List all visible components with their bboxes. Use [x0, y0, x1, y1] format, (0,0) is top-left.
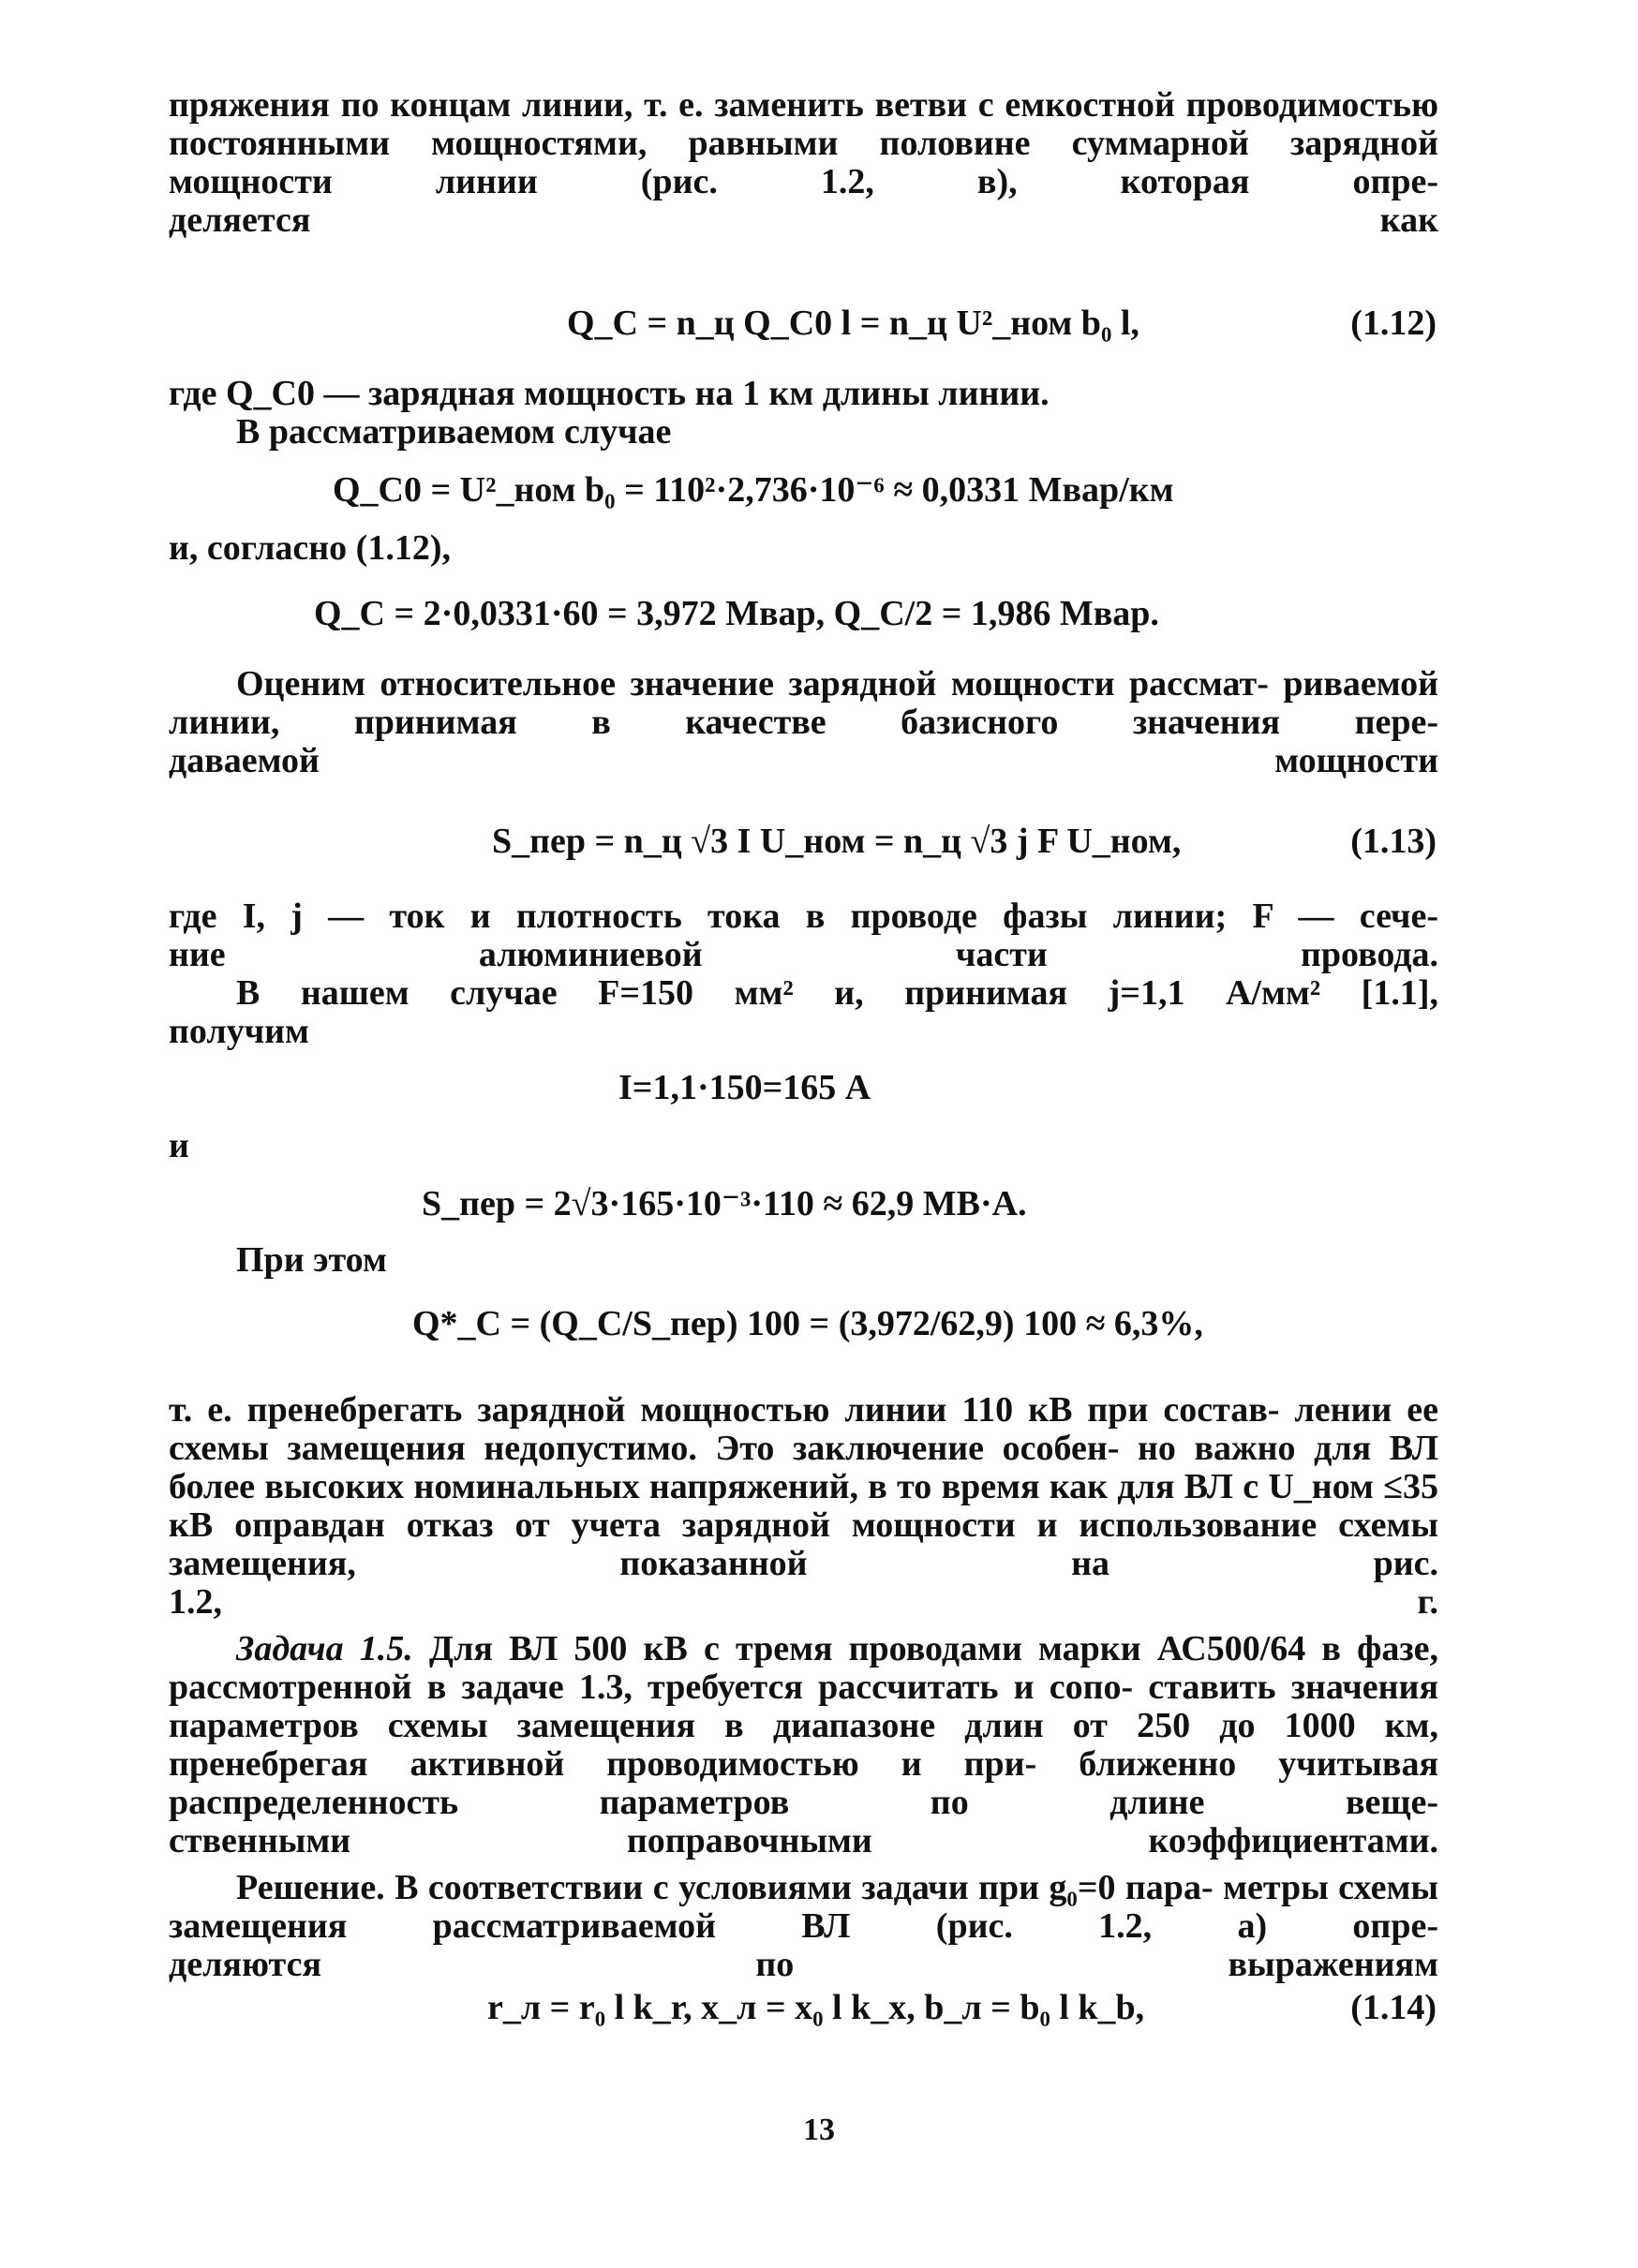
formula-1-13: S_пер = n_ц √3 I U_ном = n_ц √3 j F U_ном, [492, 822, 1182, 861]
formula-current: I=1,1·150=165 А [618, 1068, 871, 1107]
page-number: 13 [803, 2112, 835, 2147]
formula-1-12 [567, 302, 1139, 345]
equation-number-1-14: (1.14) [1350, 1988, 1437, 2027]
formula-power: S_пер = 2√3·165·10⁻³·110 ≈ 62,9 МВ·А. [422, 1184, 1027, 1223]
formula-qc: Q_C = 2·0,0331·60 = 3,972 Мвар, Q_C/2 = 1,986 Мвар. [314, 594, 1159, 633]
formula-relative: Q*_C = (Q_C/S_пер) 100 = (3,972/62,9) 100 ≈ 6,3%, [412, 1304, 1203, 1343]
formula-1-14: r_л = r₀ l k_r, x_л = x₀ l k_x, b_л = b₀ l k_b, [487, 1988, 1145, 2027]
task-heading: Задача 1.5. [236, 1629, 413, 1668]
equation-number-1-13: (1.13) [1350, 822, 1437, 861]
paragraph-4: и, согласно (1.12), [169, 528, 451, 568]
formula-qc0: Q_C0 = U²_ном b₀ = 110²·2,736·10⁻⁶ ≈ 0,0331 Мвар/км [333, 470, 1174, 510]
paragraph-3: В рассматриваемом случае [236, 412, 672, 452]
paragraph-2: где Q_C0 — зарядная мощность на 1 км длины линии. [169, 374, 1050, 413]
formula-1-12-text: Q_C = n_ц Q_C0 l = n_ц U²_ном b₀ l, [567, 304, 1139, 343]
paragraph-9: При этом [236, 1240, 387, 1280]
solution-heading: Решение. [236, 1868, 385, 1907]
paragraph-6: где I, j — ток и плотность тока в проводе фазы линии; F — сече- ние алюминиевой части провода. [169, 897, 1438, 974]
equation-number-1-12: (1.12) [1350, 304, 1437, 343]
paragraph-12: Решение. В соответствии с условиями задачи при g₀=0 пара- метры схемы замещения рассматриваемой ВЛ (рис. 1.2, а) опре- деляются по выражениям [169, 1868, 1439, 1984]
paragraph-8: и [169, 1126, 189, 1165]
paragraph-11: Задача 1.5. Для ВЛ 500 кВ с тремя проводами марки АС500/64 в фазе, рассмотренной в задаче 1.3, требуется рассчитать и сопо- ставить значения параметров схемы замещения в диапазоне длин от 250 до 1000 км, пренебрегая активной проводимостью и при- ближенно учитывая распределенность параметров по длине веще- ственными поправочными коэффициентами. [169, 1629, 1439, 1860]
paragraph-7: В нашем случае F=150 мм² и, принимая j=1,1 А/мм² [1.1], получим [169, 973, 1438, 1051]
paragraph-1: пряжения по концам линии, т. е. заменить ветви с емкостной проводимостью постоянными мощностями, равными половине суммарной зарядной мощности линии (рис. 1.2, в), которая опре- деляется как [169, 85, 1438, 240]
paragraph-10: т. е. пренебрегать зарядной мощностью линии 110 кВ при состав- лении ее схемы замещения недопустимо. Это заключение особен- но важно для ВЛ более высоких номинальных напряжений, в то время как для ВЛ с U_ном ≤35 кВ оправдан отказ от учета зарядной мощности и использование схемы замещения, показанной на рис. 1.2, г. [169, 1390, 1439, 1622]
paragraph-5: Оценим относительное значение зарядной мощности рассмат- риваемой линии, принимая в качестве базисного значения пере- даваемой мощности [169, 664, 1439, 780]
